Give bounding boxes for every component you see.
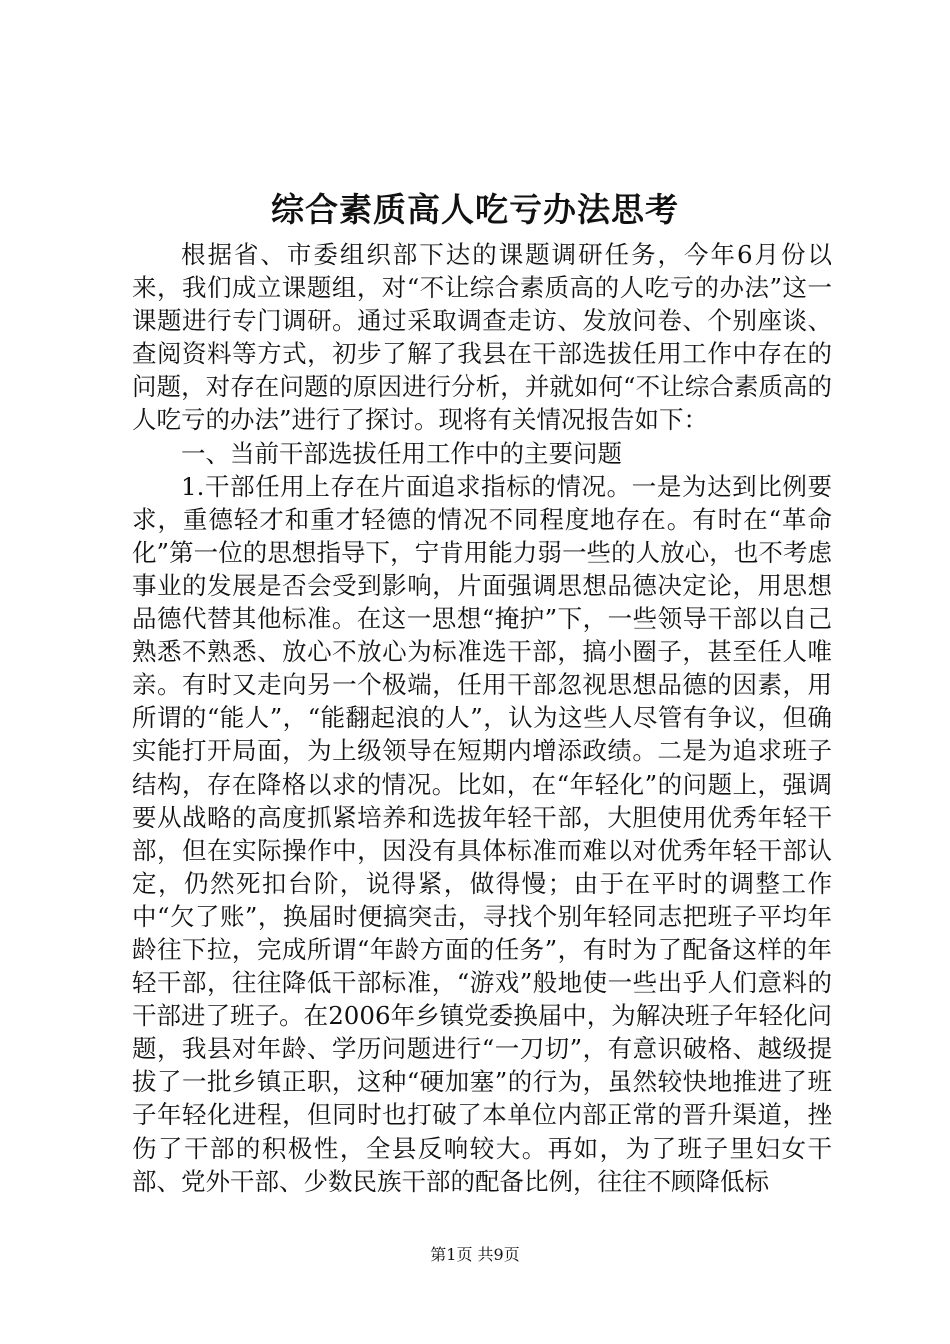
document-title: 综合素质高人吃亏办法思考 <box>271 190 679 229</box>
page-number: 第1页 共9页 <box>430 1245 520 1264</box>
intro-paragraph: 根据省、市委组织部下达的课题调研任务，今年6月份以来，我们成立课题组，对“不让综合素质高的人吃亏的办法”这一课题进行专门调研。通过采取调查走访、发放问卷、个别座谈、查阅资料等方式，初步了解了我县在干部选拔任用工作中存在的问题，对存在问题的原因进行分析，并就如何“不让综合素质高的人吃亏的办法”进行了探讨。现将有关情况报告如下： <box>132 240 832 435</box>
document-body <box>132 238 832 1198</box>
body-paragraph: 1.干部任用上存在片面追求指标的情况。一是为达到比例要求，重德轻才和重才轻德的情况不同程度地存在。有时在“革命化”第一位的思想指导下，宁肯用能力弱一些的人放心，也不考虑事业的发展是否会受到影响，片面强调思想品德决定论，用思想品德代替其他标准。在这一思想“掩护”下，一些领导干部以自己熟悉不熟悉、放心不放心为标准选干部，搞小圈子，甚至任人唯亲。有时又走向另一个极端，任用干部忽视思想品德的因素，用所谓的“能人”，“能翻起浪的人”，认为这些人尽管有争议，但确实能打开局面，为上级领导在短期内增添政绩。二是为追求班子结构，存在降格以求的情况。比如，在“年轻化”的问题上，强调要从战略的高度抓紧培养和选拔年轻干部，大胆使用优秀年轻干部，但在实际操作中，因没有具体标准而难以对优秀年轻干部认定，仍然死扣台阶，说得紧，做得慢；由于在平时的调整工作中“欠了账”，换届时便搞突击，寻找个别年轻同志把班子平均年龄往下拉，完成所谓“年龄方面的任务”，有时为了配备这样的年轻干部，往往降低干部标准，“游戏”般地使一些出乎人们意料的干部进了班子。在2006年乡镇党委换届中，为解决班子年轻化问题，我县对年龄、学历问题进行“一刀切”，有意识破格、越级提拔了一批乡镇正职，这种“硬加塞”的行为，虽然较快地推进了班子年轻化进程，但同时也打破了本单位内部正常的晋升渠道，挫伤了干部的积极性，全县反响较大。再如，为了班子里妇女干部、党外干部、少数民族干部的配备比例，往往不顾降低标 <box>132 471 832 1196</box>
section-heading: 一、当前干部选拔任用工作中的主要问题 <box>181 438 622 468</box>
